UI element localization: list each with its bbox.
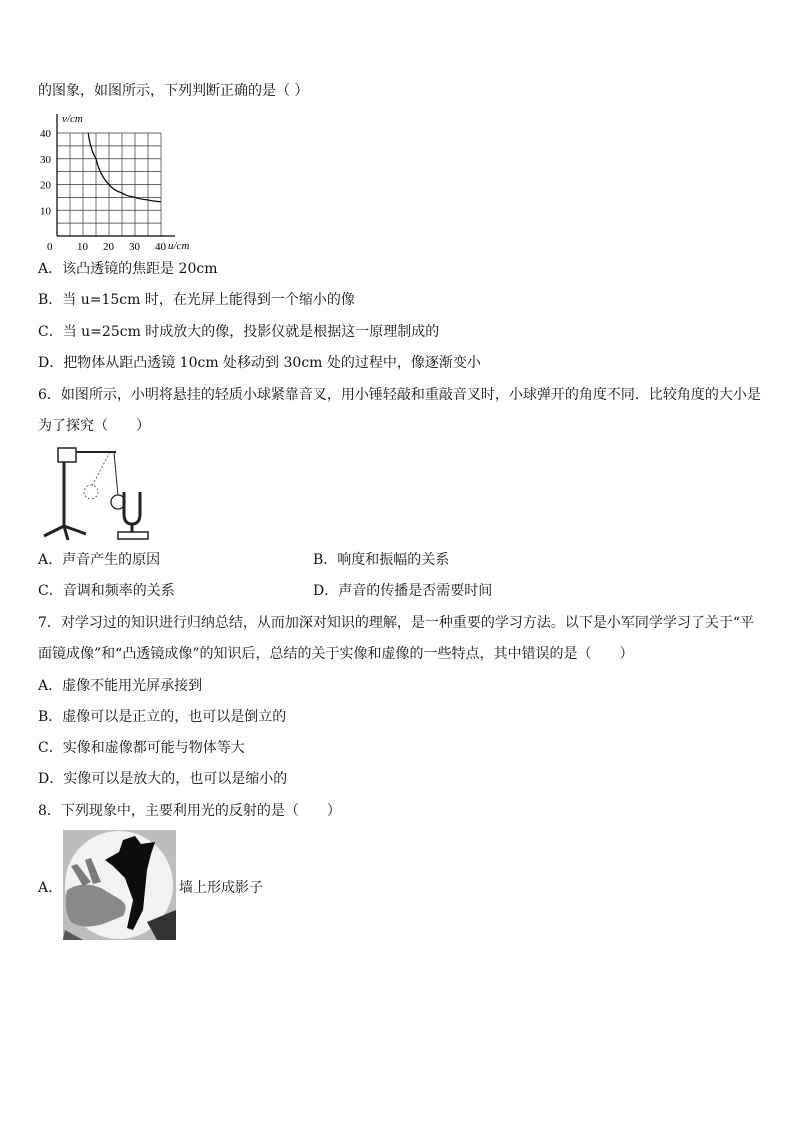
- chart-ticks: [40, 128, 167, 253]
- q5-stem-tail: 的图象，如图所示，下列判断正确的是（ ）: [38, 83, 309, 99]
- q6-stem-line2: 为了探究（ ）: [38, 418, 150, 434]
- chart-y-label: v/cm: [62, 113, 83, 125]
- chart-axes: [57, 114, 175, 236]
- tuning-fork-apparatus-figure: [38, 440, 158, 542]
- q7-option-a: A．虚像不能用光屏承接到: [38, 678, 203, 694]
- q6-option-d: D．声音的传播是否需要时间: [313, 583, 493, 599]
- q6-option-b: B．响度和振幅的关系: [313, 552, 450, 568]
- q8-option-a-prefix: A．: [38, 880, 63, 896]
- x-tick-label: 10: [77, 241, 88, 253]
- y-tick-label: 10: [40, 205, 51, 218]
- x-tick-label: 40: [155, 241, 166, 253]
- q7-stem-line1: 7．对学习过的知识进行归纳总结，从而加深对知识的理解，是一种重要的学习方法。以下是小军同学学习了关于“平: [38, 615, 755, 631]
- q6-stem-line1: 6．如图所示，小明将悬挂的轻质小球紧靠音叉，用小锤轻敲和重敲音叉时，小球弹开的角度不同．比较角度的大小是: [38, 387, 761, 403]
- q8-stem: 8．下列现象中，主要利用光的反射的是（ ）: [38, 803, 341, 819]
- q7-option-c: C．实像和虚像都可能与物体等大: [38, 740, 245, 756]
- q5-chart: [30, 108, 220, 258]
- q5-option-c: C．当 u=25cm 时成放大的像，投影仪就是根据这一原理制成的: [38, 324, 440, 340]
- y-tick-label: 30: [40, 153, 51, 166]
- chart-x-label: u/cm: [168, 240, 190, 252]
- q5-option-b: B．当 u=15cm 时，在光屏上能得到一个缩小的像: [38, 292, 355, 308]
- chart-series-curve: [88, 133, 161, 202]
- q8-option-a-text: 墙上形成影子: [179, 880, 263, 896]
- x-tick-label: 0: [47, 241, 53, 253]
- x-tick-label: 20: [103, 241, 114, 253]
- hand-shadow-photo: [63, 830, 176, 940]
- q5-option-d: D．把物体从距凸透镜 10cm 处移动到 30cm 处的过程中，像逐渐变小: [38, 355, 481, 371]
- q7-option-b: B．虚像可以是正立的，也可以是倒立的: [38, 709, 287, 725]
- y-tick-label: 40: [40, 128, 51, 140]
- x-tick-label: 30: [129, 241, 140, 253]
- q6-option-c: C．音调和频率的关系: [38, 583, 175, 599]
- y-tick-label: 20: [40, 179, 51, 192]
- q7-option-d: D．实像可以是放大的，也可以是缩小的: [38, 771, 288, 787]
- q5-option-a: A．该凸透镜的焦距是 20cm: [38, 261, 218, 277]
- q7-stem-line2: 面镜成像”和“凸透镜成像”的知识后，总结的关于实像和虚像的一些特点，其中错误的是（ ）: [38, 646, 634, 662]
- q6-option-a: A．声音产生的原因: [38, 552, 161, 568]
